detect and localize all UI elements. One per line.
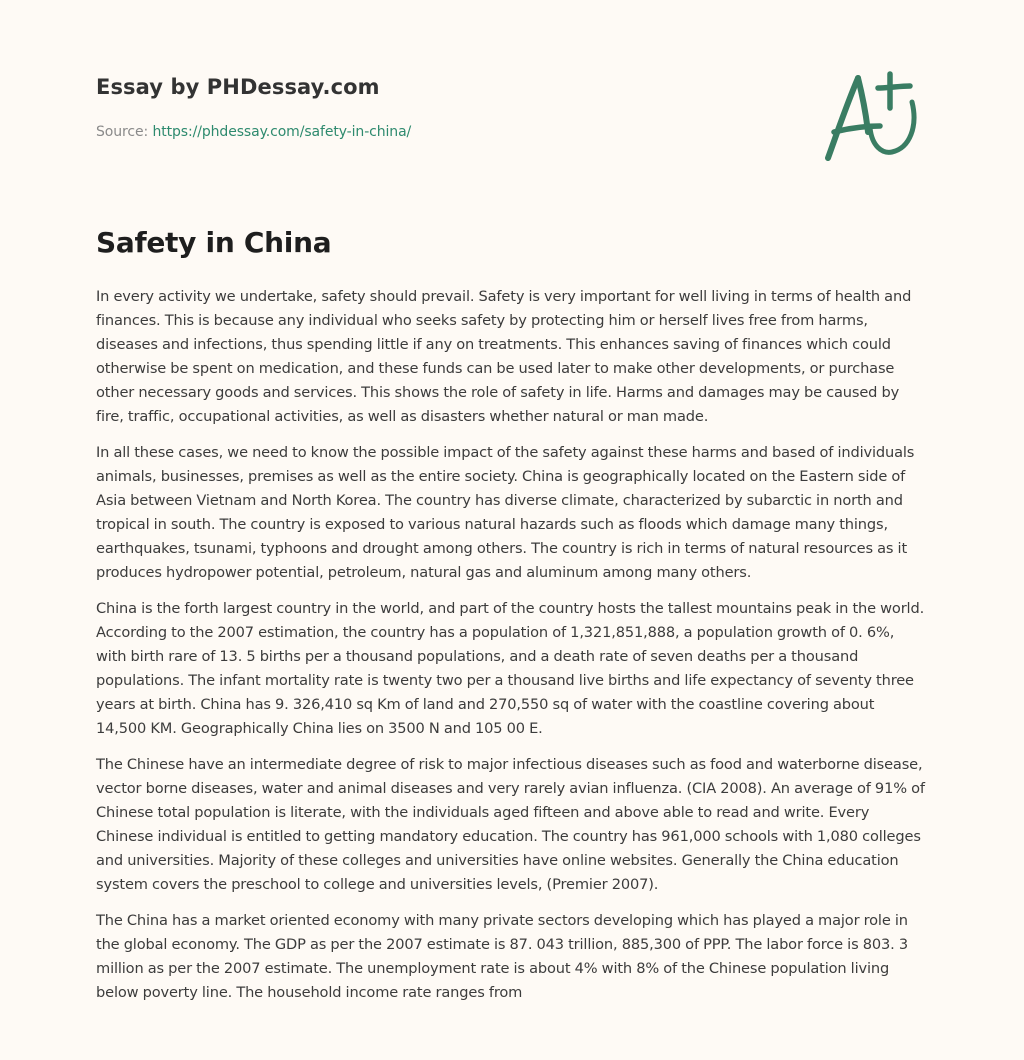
- source-label: Source:: [96, 124, 149, 140]
- essay-paragraph: In all these cases, we need to know the possible impact of the safety against these harms and based of individuals animals, businesses, premises as well as the entire society. China is geographically located on the Eastern side of Asia between Vietnam and North Korea. The country has diverse climate, characterized by subarctic in north and tropical in south. The country is exposed to various natural hazards such as floods which damage many things, earthquakes, tsunami, typhoons and drought among others. The country is rich in terms of natural resources as it produces hydropower potential, petroleum, natural gas and aluminum among many others.: [96, 444, 915, 581]
- source-line: [96, 124, 411, 140]
- essay-paragraph: The China has a market oriented economy with many private sectors developing which has played a major role in the global economy. The GDP as per the 2007 estimate is 87. 043 trillion, 885,300 of PPP. The labor force is 803. 3 million as per the 2007 estimate. The unemployment rate is about 4% with 8% of the Chinese population living below poverty line. The household income rate ranges from: [96, 912, 908, 1001]
- essay-body: [96, 285, 928, 1017]
- essay-paragraph: The Chinese have an intermediate degree of risk to major infectious diseases such as food and waterborne disease, vector borne diseases, water and animal diseases and very rarely avian influenza. (CIA 2008). An average of 91% of Chinese total population is literate, with the individuals aged fifteen and above able to read and write. Every Chinese individual is entitled to getting mandatory education. The country has 961,000 schools with 1,080 colleges and universities. Majority of these colleges and universities have online websites. Generally the China education system covers the preschool to college and universities levels, (Premier 2007).: [96, 756, 925, 893]
- site-title: Essay by PHDessay.com: [96, 75, 380, 99]
- essay-paragraph: In every activity we undertake, safety should prevail. Safety is very important for well living in terms of health and finances. This is because any individual who seeks safety by protecting him or herself lives free from harms, diseases and infections, thus spending little if any on treatments. This enhances saving of finances which could otherwise be spent on medication, and these funds can be used later to make other developments, or purchase other necessary goods and services. This shows the role of safety in life. Harms and damages may be caused by fire, traffic, occupational activities, as well as disasters whether natural or man made.: [96, 288, 912, 425]
- essay-page: [96, 0, 928, 1001]
- source-link[interactable]: https://phdessay.com/safety-in-china/: [152, 124, 412, 140]
- a-plus-grade-icon: [820, 66, 930, 166]
- page-header: [96, 0, 928, 190]
- essay-paragraph: China is the forth largest country in the world, and part of the country hosts the tallest mountains peak in the world. According to the 2007 estimation, the country has a population of 1,321,851,888, a population growth of 0. 6%, with birth rare of 13. 5 births per a thousand populations, and a death rate of seven deaths per a thousand populations. The infant mortality rate is twenty two per a thousand live births and life expectancy of seventy three years at birth. China has 9. 326,410 sq Km of land and 270,550 sq of water with the coastline covering about 14,500 KM. Geographically China lies on 3500 N and 105 00 E.: [96, 600, 925, 737]
- essay-title: Safety in China: [96, 226, 332, 259]
